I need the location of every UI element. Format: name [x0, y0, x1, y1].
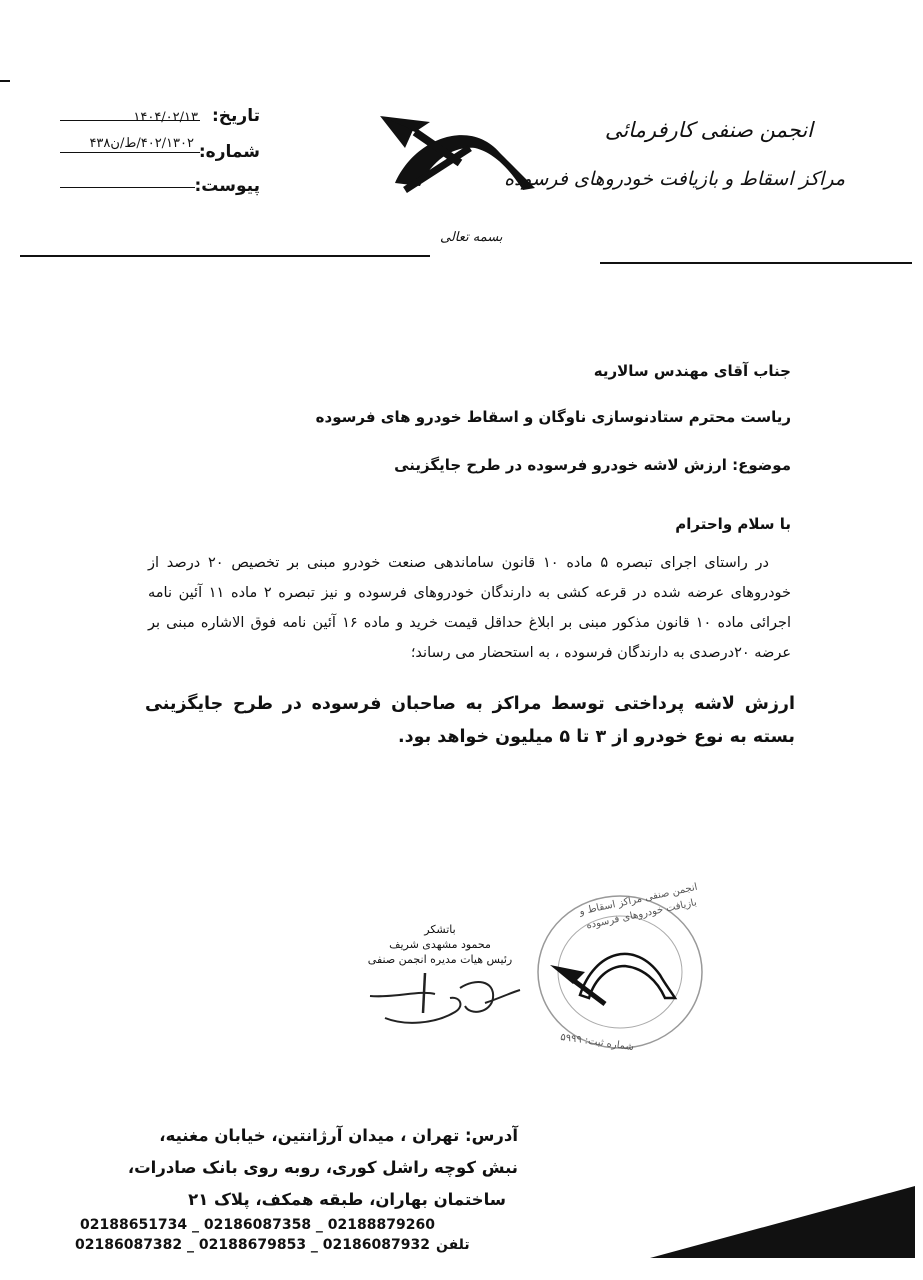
org-name: انجمن صنفی کارفرمائی — [604, 118, 813, 142]
phone-row-2 — [75, 1235, 495, 1255]
address-line-1: آدرس: تهران ، میدان آرژانتین، خیابان مغنیه، — [159, 1126, 518, 1145]
date-underline — [60, 120, 200, 121]
phone-numbers-2: 02186087382 _ 02188679853 _ 02186087932 — [75, 1237, 430, 1253]
greeting: با سلام واحترام — [675, 515, 791, 533]
signature-block — [360, 922, 520, 967]
recipient-name: جناب آقای مهندس سالاریه — [593, 362, 791, 380]
attachment-underline — [60, 187, 195, 188]
corner-wedge-decoration — [650, 1180, 915, 1260]
address-line-2: نبش کوچه راشل کوری، روبه روی بانک صادرات، — [127, 1158, 518, 1177]
basmala: بسمه تعالی — [440, 230, 503, 245]
org-subtitle: مراکز اسقاط و بازیافت خودروهای فرسوده — [504, 168, 845, 190]
phones-block — [75, 1215, 495, 1255]
phone-label: تلفن — [435, 1237, 470, 1253]
number-label: شماره: — [198, 142, 260, 162]
margin-mark — [0, 80, 10, 82]
stamp-text: انجمن صنفی مراکز اسقاط و بازیافت خودروهای فرسوده — [578, 881, 699, 932]
header-divider-right — [600, 262, 912, 264]
recipient-title: ریاست محترم ستادنوسازی ناوگان و اسقاط خودرو های فرسوده — [315, 408, 791, 426]
signature-name: محمود مشهدی شریف — [389, 938, 491, 951]
signature-scribble-icon — [365, 968, 525, 1038]
footer-address — [128, 1120, 518, 1216]
address-line-3: ساختمان بهاران، طبقه همکف، پلاک ۲۱ — [188, 1190, 506, 1209]
header-meta — [50, 100, 260, 210]
stamp-registration: شماره ثبت: ۵۹۹۹ — [559, 1031, 635, 1054]
signature-thanks: باتشکر — [424, 923, 456, 936]
number-underline — [60, 152, 200, 153]
attachment-label: پیوست: — [194, 176, 260, 196]
date-value: ۱۴۰۴/۰۲/۱۳ — [133, 110, 198, 125]
body-paragraph: در راستای اجرای تبصره ۵ ماده ۱۰ قانون ساماندهی صنعت خودرو مبنی بر تخصیص ۲۰ درصد از خودروهای عرضه شده در قرعه کشی به دارندگان خودروهای فرسوده و نیز تبصره ۲ ماده ۱۱ آئین نامه اجرائی ماده ۱۰ قانون مذکور مبنی بر ابلاغ حداقل قیمت خرید و ماده ۱۶ آئین نامه فوق الاشاره مبنی بر عرضه ۲۰درصدی به دارندگان فرسوده ، به استحضار می رساند؛ — [148, 555, 791, 661]
phone-row-1: 02188651734 _ 02186087358 _ 02188879260 — [80, 1217, 435, 1233]
subject-line: موضوع: ارزش لاشه خودرو فرسوده در طرح جایگزینی — [394, 456, 791, 474]
highlight-paragraph: ارزش لاشه پرداختی توسط مراکز به صاحبان فرسوده در طرح جایگزینی بسته به نوع خودرو از ۳ تا ۵ میلیون خواهد بود. — [145, 694, 795, 747]
date-label: تاریخ: — [212, 106, 260, 126]
header-divider-left — [20, 255, 430, 257]
number-value: ۴۰۲/۱۳۰۲/ط/ن۴۳۸ — [89, 136, 194, 151]
signature-title: رئیس هیات مدیره انجمن صنفی — [367, 953, 513, 966]
